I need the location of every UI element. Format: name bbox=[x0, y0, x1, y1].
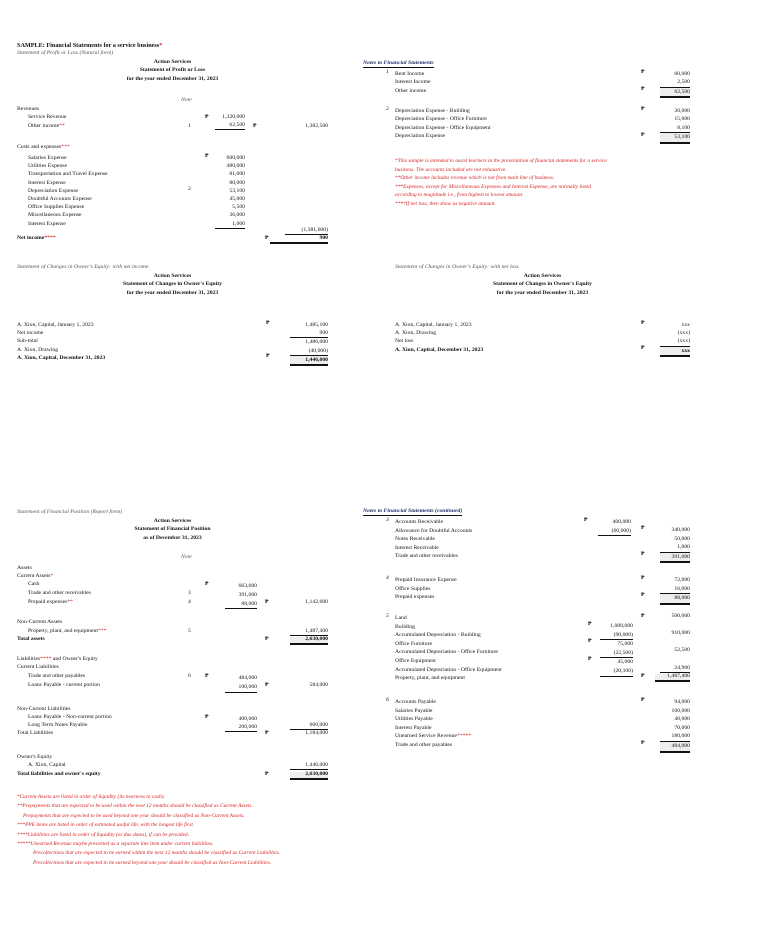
expense-label: Doubtful Accounts Expense bbox=[28, 196, 92, 203]
note-label: Accumulated Depreciation - Office Furniture bbox=[395, 649, 498, 656]
peso-sign: ₱ bbox=[205, 153, 209, 159]
costs-label: Costs and expenses*** bbox=[17, 144, 70, 150]
peso-sign: ₱ bbox=[641, 132, 645, 138]
oe-company: Action Services bbox=[523, 273, 562, 279]
oe-subtotal-label: Sub-total bbox=[17, 338, 38, 345]
expense-value: 81,000 bbox=[229, 171, 245, 178]
fp-footnotes bbox=[17, 793, 280, 868]
note1-labels bbox=[395, 70, 431, 95]
oe-value: xxx bbox=[681, 322, 690, 328]
peso-sign: ₱ bbox=[641, 69, 645, 75]
peso-sign: ₱ bbox=[266, 353, 270, 359]
loans-noncurrent-label: Loans Payable - Non-current portion bbox=[28, 714, 112, 720]
note-value: 70,000 bbox=[674, 724, 690, 731]
note-label: Depreciation Expense bbox=[395, 133, 446, 140]
total-liabilities-label: Total Liabilities bbox=[17, 730, 54, 736]
noncurrent-liab-label: Non-Current Liabilities bbox=[17, 706, 71, 712]
depreciation-note: 2 bbox=[188, 186, 191, 192]
furniture-net-value: 52,500 bbox=[674, 647, 690, 653]
peso-sign: ₱ bbox=[265, 771, 269, 777]
oe-loss-caption: Statement of Changes in Owner's Equity: with net loss bbox=[395, 264, 519, 270]
footnote: Precollections that are expected to be earned beyond one year should be classified as Non-Current Liabilities. bbox=[33, 859, 272, 866]
trade-payables-label: Trade and other payables bbox=[28, 673, 86, 679]
net-income-label: Net income**** bbox=[17, 235, 56, 241]
peso-sign: ₱ bbox=[588, 621, 592, 627]
oe-capital-dec-label: A. Xion, Capital, December 31, 2023 bbox=[17, 354, 106, 361]
fp-value: 391,000 bbox=[238, 591, 257, 598]
liab-equity-label: Liabilities**** and Owner's Equity bbox=[17, 656, 98, 662]
oe-income-caption: Statement of Changes in Owner's Equity: with net income bbox=[17, 264, 149, 270]
note-value: 400,000 bbox=[612, 519, 631, 525]
fp-period: as of December 31, 2023 bbox=[143, 535, 202, 541]
footnote: *****Unearned Revenue maybe presented as a separate line item under current liabilities. bbox=[17, 841, 214, 848]
note-header: Note bbox=[181, 97, 192, 103]
note3-inner-values bbox=[598, 518, 631, 536]
statement-title: Statement of Profit or Loss bbox=[139, 67, 206, 73]
oe-drawing-label: A. Xion, Drawing bbox=[17, 346, 59, 353]
noncurrent-liab-values bbox=[225, 715, 257, 732]
oe-income-values bbox=[290, 321, 328, 366]
peso-sign: ₱ bbox=[266, 320, 270, 326]
note-label: Office Equipment bbox=[395, 657, 436, 664]
total-le-label: Total liabilities and owner's equity bbox=[17, 771, 101, 777]
note-label: Other income bbox=[395, 87, 427, 94]
footnote: ****If net loss, then show as negative amount. bbox=[395, 200, 496, 207]
company-name: Action Services bbox=[153, 59, 192, 65]
note-value: 1,000,000 bbox=[610, 623, 633, 629]
note-value: 100,000 bbox=[671, 707, 690, 714]
oe-period: for the year ended December 31, 2023 bbox=[126, 290, 219, 296]
fp-value: 100,000 bbox=[225, 683, 257, 693]
oe-value: (xxx) bbox=[677, 330, 690, 337]
note-value: 8,100 bbox=[660, 124, 690, 133]
note3-labels bbox=[395, 518, 472, 561]
oe-loss-labels bbox=[395, 321, 483, 354]
note-label: Notes Receivable bbox=[395, 536, 435, 543]
current-liab-values bbox=[225, 674, 257, 693]
note-value: 94,000 bbox=[674, 699, 690, 705]
noncurrent-assets-label: Non-Current Assets bbox=[17, 619, 63, 625]
prepaid-label: Prepaid expenses** bbox=[28, 599, 74, 605]
revenue-total: 1,382,500 bbox=[305, 123, 328, 129]
note-number: 1 bbox=[386, 69, 389, 75]
note-label: Allowance for Doubtful Accounts bbox=[395, 527, 473, 534]
footnote: ***Expenses, except for Miscellaneous Expenses and Interest Expense, are normally listed bbox=[395, 183, 592, 190]
current-liab-total: 584,000 bbox=[309, 682, 328, 688]
notes-title: Notes to Financial Statements bbox=[363, 60, 434, 66]
note-label: Trade and other receivables bbox=[395, 553, 458, 560]
noncurrent-liab-total: 600,000 bbox=[290, 723, 328, 730]
note-number: 4 bbox=[386, 575, 389, 581]
note-label: Property, plant, and equipment bbox=[395, 675, 465, 682]
note1-values bbox=[660, 70, 690, 98]
fp-title: Statement of Financial Position bbox=[134, 526, 211, 532]
oe-income-labels bbox=[17, 321, 105, 362]
footnote: *This sample is intended to assist learners in the presentation of financial statements for a service bbox=[395, 158, 607, 164]
oe-title: Statement of Changes in Owner's Equity bbox=[122, 281, 223, 287]
peso-sign: ₱ bbox=[265, 636, 269, 642]
oe-value: 1,485,100 bbox=[305, 322, 328, 328]
ppe-label: Property, plant, and equipment*** bbox=[28, 628, 107, 634]
peso-sign: ₱ bbox=[265, 682, 269, 688]
note6-values bbox=[660, 698, 690, 753]
expense-value: 600,000 bbox=[226, 155, 245, 161]
peso-sign: ₱ bbox=[641, 106, 645, 112]
peso-sign: ₱ bbox=[205, 114, 209, 120]
expense-value: 80,000 bbox=[229, 179, 245, 186]
expense-value: 36,000 bbox=[229, 212, 245, 219]
service-revenue-value: 1,320,000 bbox=[222, 114, 245, 120]
note-label: Interest Income bbox=[395, 79, 431, 86]
capital-value: 1,446,000 bbox=[290, 763, 328, 770]
fp-company: Action Services bbox=[153, 518, 192, 524]
land-value: 500,000 bbox=[671, 613, 690, 619]
total-assets-label: Total assets bbox=[17, 636, 45, 642]
footnote: business. The accounts included are not exhaustive. bbox=[395, 166, 507, 173]
note-label: Depreciation Expense - Office Equipment bbox=[395, 124, 491, 131]
notes-footnotes bbox=[395, 157, 607, 209]
note-value: (22,500) bbox=[600, 649, 633, 659]
revenues-label: Revenues bbox=[17, 106, 40, 112]
oe-value: 1,446,000 bbox=[290, 356, 328, 366]
note-label: Unearned Service Revenue***** bbox=[395, 733, 472, 740]
note-value: 53,100 bbox=[660, 133, 690, 143]
oe-loss-values bbox=[660, 321, 690, 357]
expense-labels bbox=[28, 154, 108, 228]
building-net-value: 910,000 bbox=[671, 630, 690, 636]
note-number: 6 bbox=[386, 697, 389, 703]
service-revenue-label: Service Revenue bbox=[28, 114, 67, 120]
note-label: Rent Income bbox=[395, 71, 425, 77]
assets-label: Assets bbox=[17, 565, 32, 571]
trade-receivables-label: Trade and other receivables bbox=[28, 590, 91, 596]
statement-period: for the year ended December 31, 2023 bbox=[126, 76, 219, 82]
note-value: 45,000 bbox=[617, 659, 633, 666]
expense-value: 53,100 bbox=[229, 187, 245, 194]
peso-sign: ₱ bbox=[205, 673, 209, 679]
expense-total: (1,381,600) bbox=[285, 228, 328, 235]
note2-values bbox=[660, 107, 690, 144]
expense-label: Office Supplies Expense bbox=[28, 204, 85, 211]
current-assets-total: 1,142,600 bbox=[305, 599, 328, 605]
footnote: **Other income includes revenue which is not from main line of business. bbox=[395, 175, 555, 182]
oe-company: Action Services bbox=[153, 273, 192, 279]
footnote: **Prepayments that are expected to be used within the next 12 months should be classified as Current Assets. bbox=[17, 803, 253, 810]
net-income-value: 900 bbox=[270, 236, 328, 244]
peso-sign: ₱ bbox=[641, 740, 645, 746]
total-liabilities-value: 1,184,000 bbox=[305, 730, 328, 736]
current-assets-values bbox=[225, 582, 257, 609]
note-value: 1,000 bbox=[660, 543, 690, 553]
note-value: 40,000 bbox=[674, 716, 690, 723]
oe-net-income-label: Net income bbox=[17, 330, 44, 337]
cash-label: Cash bbox=[28, 581, 40, 587]
owners-equity-label: Owner's Equity bbox=[17, 754, 53, 760]
peso-sign: ₱ bbox=[205, 581, 209, 587]
expense-value: 5,500 bbox=[232, 204, 245, 211]
peso-sign: ₱ bbox=[253, 123, 257, 129]
expense-label: Depreciation Expense bbox=[28, 187, 79, 194]
oe-value: xxx bbox=[660, 347, 690, 357]
expense-value: 1,000 bbox=[215, 220, 245, 229]
note5-inner-values bbox=[600, 622, 633, 677]
total-le-value: 2,630,000 bbox=[290, 772, 328, 780]
document-title: SAMPLE: Financial Statements for a service business* bbox=[17, 42, 163, 49]
notes-continued-title: Notes to Financial Statements (continued) bbox=[363, 508, 463, 514]
peso-sign: ₱ bbox=[641, 673, 645, 679]
note2-labels bbox=[395, 107, 491, 141]
note-label: Accumulated Depreciation - Office Equipment bbox=[395, 666, 502, 673]
note-value: 16,000 bbox=[660, 585, 690, 595]
notes-payable-label: Long Term Notes Payable bbox=[28, 722, 88, 728]
expense-label: Utilities Expense bbox=[28, 163, 68, 170]
oe-net-loss-label: Net loss bbox=[395, 338, 414, 345]
note-value: 72,000 bbox=[674, 577, 690, 583]
fp-value: 663,600 bbox=[238, 583, 257, 589]
note-value: (90,000) bbox=[600, 631, 633, 641]
peso-sign: ₱ bbox=[641, 613, 645, 619]
note-label: Accounts Receivable bbox=[395, 519, 444, 525]
note-label: Prepaid expenses bbox=[395, 594, 435, 601]
note-label: Accounts Payable bbox=[395, 699, 436, 705]
expense-label: Salaries Expense bbox=[28, 155, 67, 161]
note-label: Interest Receivable bbox=[395, 544, 439, 551]
peso-sign: ₱ bbox=[588, 656, 592, 662]
oe-value: 1,486,000 bbox=[305, 339, 328, 346]
capital-label: A. Xion, Capital bbox=[28, 762, 66, 768]
note-value: 340,000 bbox=[671, 527, 690, 533]
note-value: 75,000 bbox=[617, 641, 633, 648]
ppe-value: 1,487,400 bbox=[290, 629, 328, 636]
footnote: Prepayments that are expected to be used beyond one year should be classified as Non-Current Assets. bbox=[23, 812, 245, 819]
note-label: Prepaid Insurance Expense bbox=[395, 577, 457, 583]
oe-drawing-label: A. Xion, Drawing bbox=[395, 330, 437, 337]
peso-sign: ₱ bbox=[588, 638, 592, 644]
fp-caption: Statement of Financial Position (Report form) bbox=[17, 509, 123, 515]
prepaid-note: 4 bbox=[188, 599, 191, 605]
peso-sign: ₱ bbox=[641, 575, 645, 581]
peso-sign: ₱ bbox=[584, 517, 588, 523]
peso-sign: ₱ bbox=[641, 551, 645, 557]
note-label: Trade and other payables bbox=[395, 741, 453, 748]
fp-value: 88,000 bbox=[225, 600, 257, 610]
ppe-total-value: 1,487,400 bbox=[655, 674, 690, 682]
peso-sign: ₱ bbox=[265, 730, 269, 736]
note-label: Interest Payable bbox=[395, 724, 432, 731]
expense-label: Transportation and Travel Expense bbox=[28, 171, 108, 178]
note-number: 2 bbox=[386, 106, 389, 112]
note-value: 484,000 bbox=[660, 742, 690, 753]
note-value: 15,000 bbox=[674, 116, 690, 123]
note-label: Depreciation Expense - Office Furniture bbox=[395, 116, 487, 123]
other-income-label: Other income** bbox=[28, 123, 65, 129]
expense-label: Interest Expense bbox=[28, 220, 66, 227]
note4-labels bbox=[395, 576, 457, 602]
note3-values bbox=[660, 526, 690, 563]
note-value: 180,000 bbox=[660, 732, 690, 742]
loans-current-label: Loans Payable - current portion bbox=[28, 682, 101, 688]
peso-sign: ₱ bbox=[641, 86, 645, 92]
note-number: 3 bbox=[386, 517, 389, 523]
fp-value: 200,000 bbox=[225, 723, 257, 732]
note-label: Land bbox=[395, 615, 407, 621]
note-label: Salaries Payable bbox=[395, 707, 433, 714]
peso-sign: ₱ bbox=[641, 320, 645, 326]
peso-sign: ₱ bbox=[641, 697, 645, 703]
oe-value: (xxx) bbox=[660, 337, 690, 346]
fp-value: 400,000 bbox=[238, 716, 257, 722]
expense-value: 480,000 bbox=[226, 163, 245, 170]
peso-sign: ₱ bbox=[265, 235, 269, 241]
equipment-net-value: 24,900 bbox=[660, 666, 690, 673]
note6-labels bbox=[395, 698, 471, 750]
trade-note: 3 bbox=[188, 590, 191, 596]
peso-sign: ₱ bbox=[641, 592, 645, 598]
footnote: ****Liabilities are listed in order of liquidity (or due dates), if can be provided. bbox=[17, 831, 190, 838]
note-value: 88,000 bbox=[660, 594, 690, 605]
note4-values bbox=[660, 576, 690, 605]
peso-sign: ₱ bbox=[641, 525, 645, 531]
other-income-note: 1 bbox=[188, 123, 191, 129]
peso-sign: ₱ bbox=[641, 345, 645, 351]
note-label: Office Supplies bbox=[395, 585, 431, 592]
note-label: Depreciation Expense - Building bbox=[395, 108, 470, 114]
current-liabilities-label: Current Liabilities bbox=[17, 664, 59, 670]
note-label: Utilities Payable bbox=[395, 716, 433, 723]
note-label: Office Furniture bbox=[395, 640, 433, 647]
note-value: 60,000 bbox=[674, 71, 690, 77]
expense-label: Miscellaneous Expense bbox=[28, 212, 82, 219]
other-income-value: 62,500 bbox=[215, 123, 245, 130]
footnote: according to magnitude i.e., from highest to lowest amount. bbox=[395, 192, 524, 199]
footnote: *Current Assets are listed in order of liquidity (its nearness to cash). bbox=[17, 794, 165, 800]
oe-capital-jan-label: A. Xion, Capital, January 1, 2023 bbox=[395, 322, 472, 328]
oe-period: for the year ended December 31, 2023 bbox=[496, 290, 589, 296]
oe-capital-dec-label: A. Xion, Capital, December 31, 2023 bbox=[395, 346, 484, 353]
oe-capital-jan-label: A. Xion, Capital, January 1, 2023 bbox=[17, 322, 94, 328]
note-value: 62,500 bbox=[660, 88, 690, 98]
total-assets-value: 2,630,000 bbox=[290, 637, 328, 645]
note-value: 30,000 bbox=[674, 108, 690, 114]
note-value: (60,000) bbox=[598, 527, 631, 537]
note-number: 5 bbox=[386, 613, 389, 619]
footnote: Precollections that are expected to be earned within the next 12 months should be classified as Current Liabilities. bbox=[33, 850, 281, 857]
note-value: 2,500 bbox=[660, 78, 690, 87]
profit-loss-caption: Statement of Profit or Loss (Natural form) bbox=[17, 50, 114, 56]
note-label: Building bbox=[395, 623, 415, 630]
expense-value: 45,000 bbox=[229, 196, 245, 203]
note5-labels bbox=[395, 614, 502, 683]
oe-value: (40,000) bbox=[290, 347, 328, 356]
trade-payables-note: 6 bbox=[188, 673, 191, 679]
footnote: ***PPE items are listed in order of estimated useful life, with the longest life first. bbox=[17, 822, 195, 829]
oe-title: Statement of Changes in Owner's Equity bbox=[492, 281, 593, 287]
fp-value: 484,000 bbox=[238, 675, 257, 681]
peso-sign: ₱ bbox=[265, 599, 269, 605]
ppe-note: 5 bbox=[188, 628, 191, 634]
peso-sign: ₱ bbox=[205, 714, 209, 720]
note-value: 391,000 bbox=[660, 553, 690, 564]
expense-label: Interest Expense bbox=[28, 179, 66, 186]
fp-note-header: Note bbox=[181, 554, 192, 560]
note-label: Accumulated Depreciation - Building bbox=[395, 632, 481, 639]
note-value: 50,000 bbox=[674, 535, 690, 542]
note-value: (20,100) bbox=[600, 667, 633, 677]
oe-value: 900 bbox=[290, 329, 328, 338]
expense-values bbox=[215, 154, 245, 229]
current-assets-label: Current Assets* bbox=[17, 573, 54, 579]
